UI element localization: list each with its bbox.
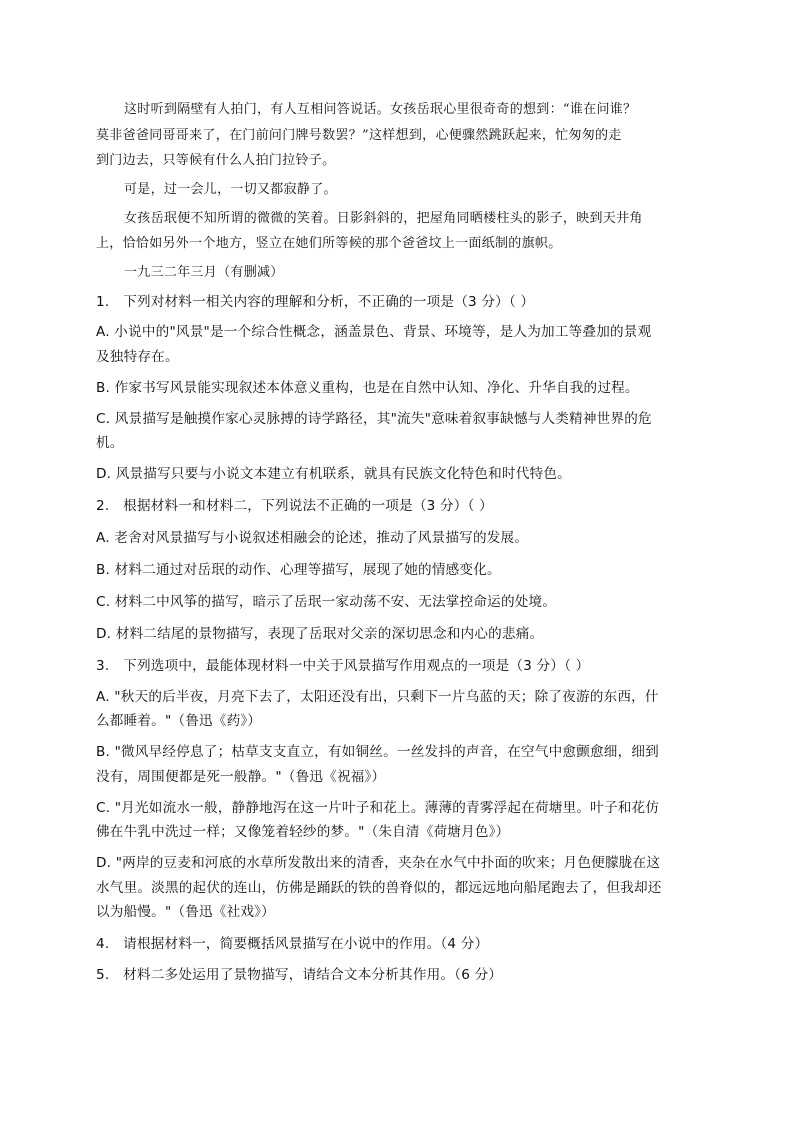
question-1-option-a-line2: 及独特存在。: [96, 349, 179, 365]
question-2-stem: 2. 根据材料一和材料二，下列说法不正确的一项是（3 分）（ ）: [96, 498, 493, 514]
question-3-option-b-line2: 没有，周围便都是死一般静。"（鲁迅《祝福》）: [96, 769, 386, 785]
question-3-option-b-line1: B. "微风早经停息了；枯草支支直立，有如铜丝。一丝发抖的声音，在空气中愈颤愈细，细到: [96, 744, 659, 760]
passage-date: 一九三二年三月（有删减）: [124, 265, 284, 280]
passage-para3-line2: 上，恰恰如另外一个地方，竖立在她们所等候的那个爸爸坟上一面纸制的旗帜。: [96, 236, 562, 251]
passage-para2: 可是，过一会儿，一切又都寂静了。: [124, 182, 337, 197]
question-3-option-c-line1: C. "月光如流水一般，静静地泻在这一片叶子和花上。薄薄的青雾浮起在荷塘里。叶子和花仿: [96, 800, 660, 816]
question-1-option-c-line1: C. 风景描写是触摸作家心灵脉搏的诗学路径，其"流失"意味着叙事缺憾与人类精神世界的危: [96, 411, 652, 427]
question-3-stem: 3. 下列选项中，最能体现材料一中关于风景描写作用观点的一项是（3 分）（ ）: [96, 658, 590, 674]
question-1-stem: 1. 下列对材料一相关内容的理解和分析，不正确的一项是（3 分）（ ）: [96, 294, 535, 310]
question-1-option-c-line2: 机。: [96, 435, 124, 451]
question-2-option-a: A. 老舍对风景描写与小说叙述相融会的论述，推动了风景描写的发展。: [96, 530, 529, 546]
question-3-option-a-line2: 么都睡着。"（鲁迅《药》）: [96, 713, 262, 729]
passage-para1-line3: 到门边去，只等候有什么人拍门拉铃子。: [96, 153, 336, 168]
question-5-stem: 5. 材料二多处运用了景物描写，请结合文本分析其作用。（6 分）: [96, 967, 503, 983]
question-1-option-a-line1: A. 小说中的"风景"是一个综合性概念，涵盖景色、背景、环境等，是人为加工等叠加的景观: [96, 324, 652, 340]
question-4-stem: 4. 请根据材料一，简要概括风景描写在小说中的作用。（4 分）: [96, 936, 489, 952]
question-3-option-d-line1: D. "两岸的豆麦和河底的水草所发散出来的清香，夹杂在水气中扑面的吹来；月色便朦胧在这: [96, 855, 661, 871]
passage-para1-line1: 这时听到隔壁有人拍门，有人互相问答说话。女孩岳珉心里很奇奇的想到：“谁在问谁？: [124, 102, 637, 117]
question-2-option-b: B. 材料二通过对岳珉的动作、心理等描写，展现了她的情感变化。: [96, 562, 501, 578]
question-2-option-c: C. 材料二中风筝的描写，暗示了岳珉一家动荡不安、无法掌控命运的处境。: [96, 594, 557, 610]
passage-para3-line1: 女孩岳珉便不知所谓的微微的笑着。日影斜斜的，把屋角同晒楼柱头的影子，映到天井角: [124, 211, 643, 226]
question-1-option-b: B. 作家书写风景能实现叙述本体意义重构，也是在自然中认知、净化、升华自我的过程。: [96, 380, 639, 396]
question-2-option-d: D. 材料二结尾的景物描写，表现了岳珉对父亲的深切思念和内心的悲痛。: [96, 626, 544, 642]
question-1-option-d: D. 风景描写只要与小说文本建立有机联系，就具有民族文化特色和时代特色。: [96, 466, 571, 482]
question-3-option-d-line3: 以为船慢。"（鲁迅《社戏》）: [96, 904, 275, 920]
passage-para1-line2: 莫非爸爸同哥哥来了，在门前问门牌号数罢？”这样想到，心便骤然跳跃起来，忙匆匆的走: [96, 128, 622, 143]
question-3-option-a-line1: A. "秋天的后半夜，月亮下去了，太阳还没有出，只剩下一片乌蓝的天；除了夜游的东西，什: [96, 689, 659, 705]
question-3-option-c-line2: 佛在牛乳中洗过一样；又像笼着轻纱的梦。"（朱自清《荷塘月色》）: [96, 824, 510, 840]
question-3-option-d-line2: 水气里。淡黑的起伏的连山，仿佛是踊跃的铁的兽脊似的，都远远地向船尾跑去了，但我却还: [96, 880, 662, 896]
